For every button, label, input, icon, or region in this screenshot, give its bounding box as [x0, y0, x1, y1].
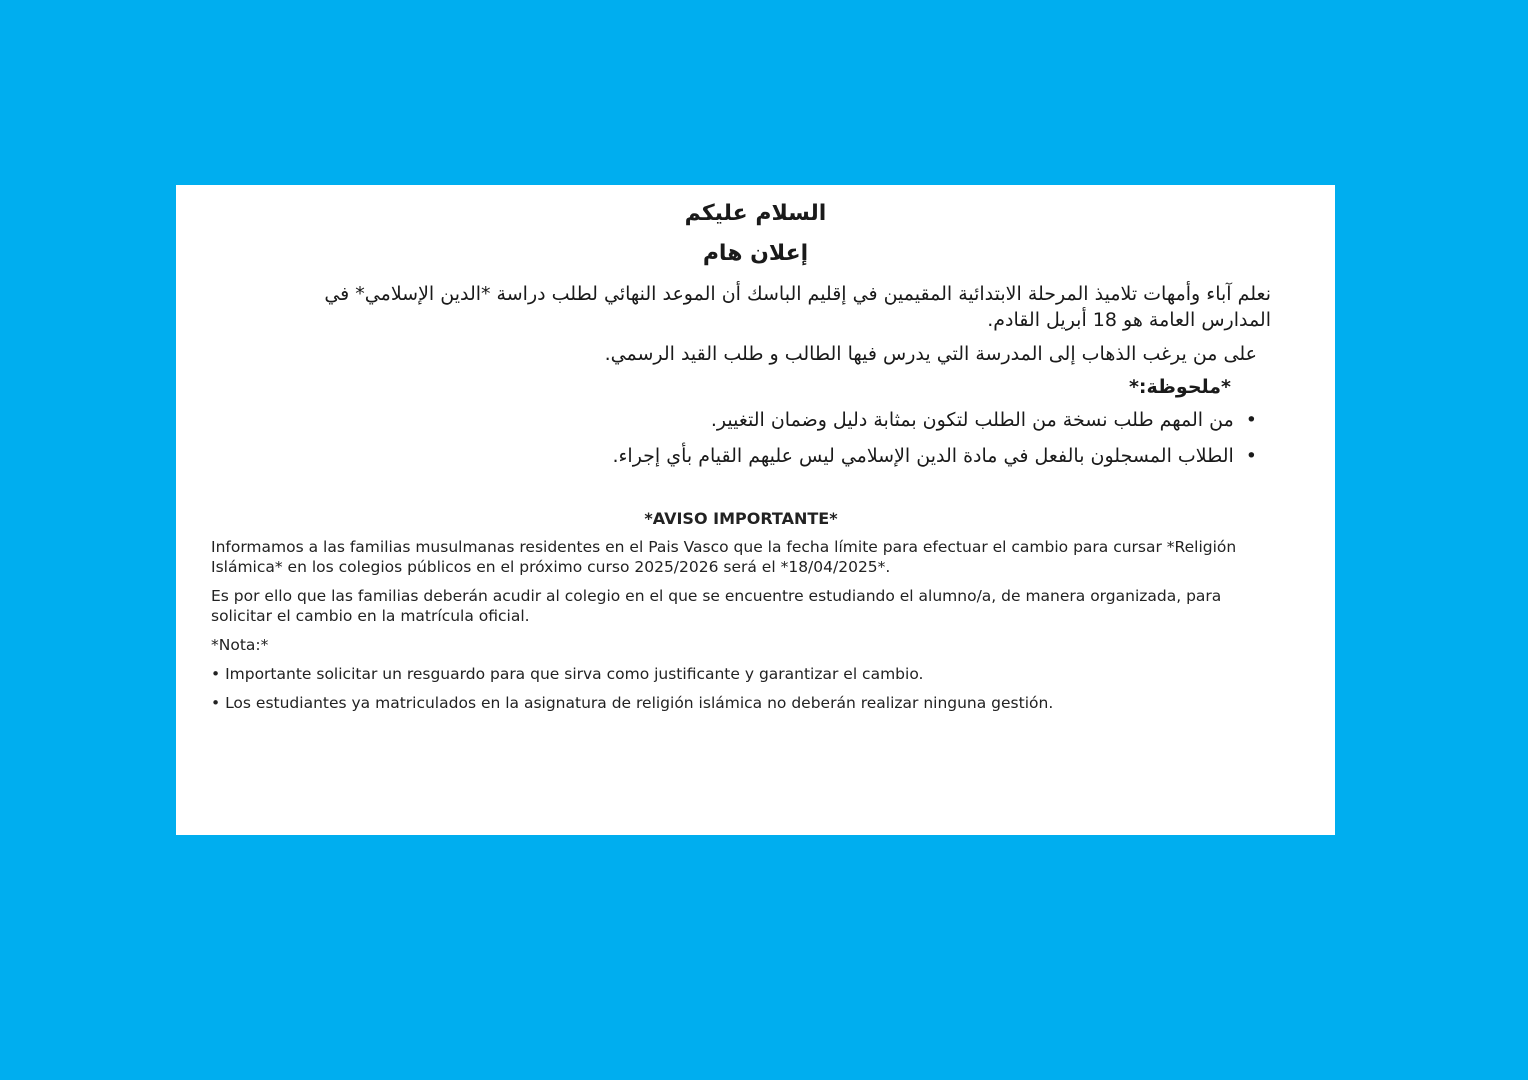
- arabic-note-list: [217, 407, 1257, 479]
- arabic-note-item: •الطلاب المسجلون بالفعل في مادة الدين الإسلامي ليس عليهم القيام بأي إجراء.: [612, 445, 1257, 467]
- arabic-note-label: *ملحوظة:*: [1128, 376, 1231, 398]
- spanish-paragraph-deadline: Informamos a las familias musulmanas residentes en el Pais Vasco que la fecha límite para efectuar el cambio para cursar *Religión Islámica* en los colegios públicos en el próximo curso 2025/2026 será el *18/04/2025*.: [211, 538, 1237, 576]
- bullet-icon: •: [1245, 445, 1257, 467]
- arabic-paragraph-deadline: نعلم آباء وأمهات تلاميذ المرحلة الابتدائية المقيمين في إقليم الباسك أن الموعد النهائي لطلب دراسة *الدين الإسلامي* في المدارس العامة هو 18 أبريل القادم.: [324, 283, 1271, 331]
- arabic-title: إعلان هام: [702, 241, 809, 266]
- spanish-note-label: *Nota:*: [211, 636, 269, 654]
- spanish-note-item: • Los estudiantes ya matriculados en la asignatura de religión islámica no deberán realizar ninguna gestión.: [211, 694, 1054, 712]
- arabic-greeting: السلام عليكم: [684, 201, 827, 226]
- spanish-note-item: • Importante solicitar un resguardo para que sirva como justificante y garantizar el cambio.: [211, 665, 924, 683]
- spanish-title: *AVISO IMPORTANTE*: [644, 509, 838, 528]
- arabic-paragraph-instructions: على من يرغب الذهاب إلى المدرسة التي يدرس فيها الطالب و طلب القيد الرسمي.: [604, 343, 1257, 365]
- spanish-paragraph-instructions: Es por ello que las familias deberán acudir al colegio en el que se encuentre estudiando el alumno/a, de manera organizada, para solicitar el cambio en la matrícula oficial.: [211, 587, 1222, 625]
- arabic-note-item: •من المهم طلب نسخة من الطلب لتكون بمثابة دليل وضمان التغيير.: [710, 409, 1257, 431]
- announcement-card: [176, 185, 1335, 835]
- bullet-icon: •: [1245, 409, 1257, 431]
- spanish-body: [211, 537, 1271, 722]
